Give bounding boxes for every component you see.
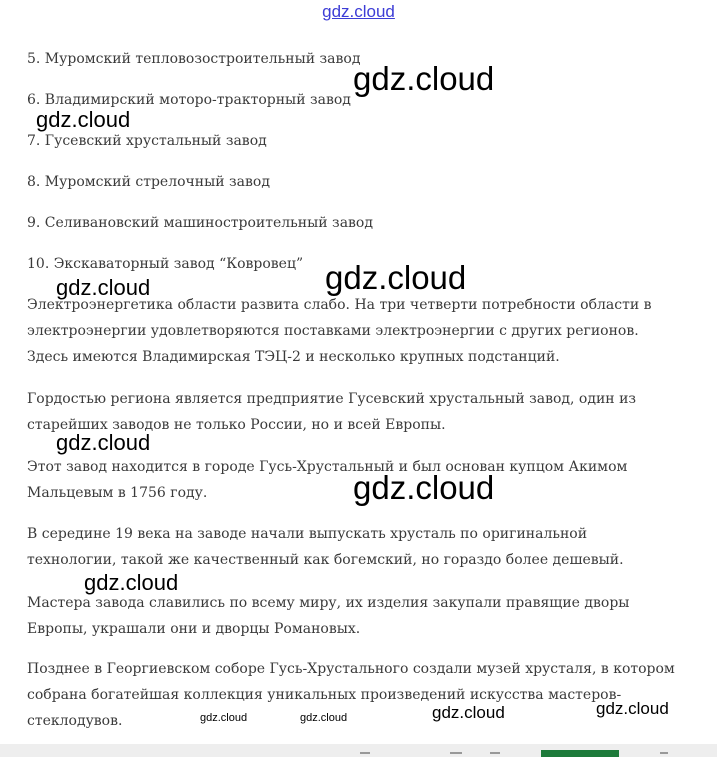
footer-button[interactable]: [541, 750, 619, 757]
watermark: gdz.cloud: [432, 703, 505, 722]
footer-decoration: [360, 752, 370, 754]
watermark: gdz.cloud: [36, 107, 131, 132]
footer-decoration: [490, 752, 500, 754]
list-item: 10. Экскаваторный завод “Ковровец”: [27, 256, 304, 272]
paragraph: Мастера завода славились по всему миру, их изделия закупали правящие дворы Европы, украшали они и дворцы Романовых.: [27, 595, 630, 637]
footer-decoration: [450, 752, 462, 754]
watermark: gdz.cloud: [325, 259, 467, 296]
footer-decoration: [660, 752, 668, 754]
watermark: gdz.cloud: [84, 570, 179, 595]
list-item: 6. Владимирский моторо-тракторный завод: [27, 92, 351, 108]
list-item: 8. Муромский стрелочный завод: [27, 174, 270, 190]
paragraph: Электроэнергетика области развита слабо. На три четверти потребности области в электроэнергии удовлетворяются поставками электроэнергии с других регионов. Здесь имеются Владимирская ТЭЦ-2 и несколько крупных подстанций.: [27, 297, 652, 365]
watermark: gdz.cloud: [353, 60, 495, 97]
paragraph: Позднее в Георгиевском соборе Гусь-Хрустального создали музей хрусталя, в котором собрана богатейшая коллекция уникальных произведений искусства мастеров-стеклодувов.: [27, 661, 675, 729]
watermark: gdz.cloud: [596, 699, 669, 718]
watermark: gdz.cloud: [353, 469, 495, 506]
paragraph: Этот завод находится в городе Гусь-Хрустальный и был основан купцом Акимом Мальцевым в 1756 году.: [27, 459, 628, 501]
paragraph: В середине 19 века на заводе начали выпускать хрусталь по оригинальной технологии, такой же качественный как богемский, но гораздо более дешевый.: [27, 526, 624, 568]
watermark: gdz.cloud: [56, 430, 151, 455]
watermark: gdz.cloud: [300, 712, 348, 724]
footer-bar: [0, 744, 717, 757]
paragraph: Гордостью региона является предприятие Гусевский хрустальный завод, один из старейших заводов не только России, но и всей Европы.: [27, 391, 637, 433]
list-item: 9. Селивановский машиностроительный завод: [27, 215, 373, 231]
watermark: gdz.cloud: [200, 712, 248, 724]
list-item: 7. Гусевский хрустальный завод: [27, 133, 267, 149]
top-watermark-link[interactable]: gdz.cloud: [322, 2, 395, 21]
watermark: gdz.cloud: [56, 275, 151, 300]
list-item: 5. Муромский тепловозостроительный завод: [27, 51, 361, 67]
